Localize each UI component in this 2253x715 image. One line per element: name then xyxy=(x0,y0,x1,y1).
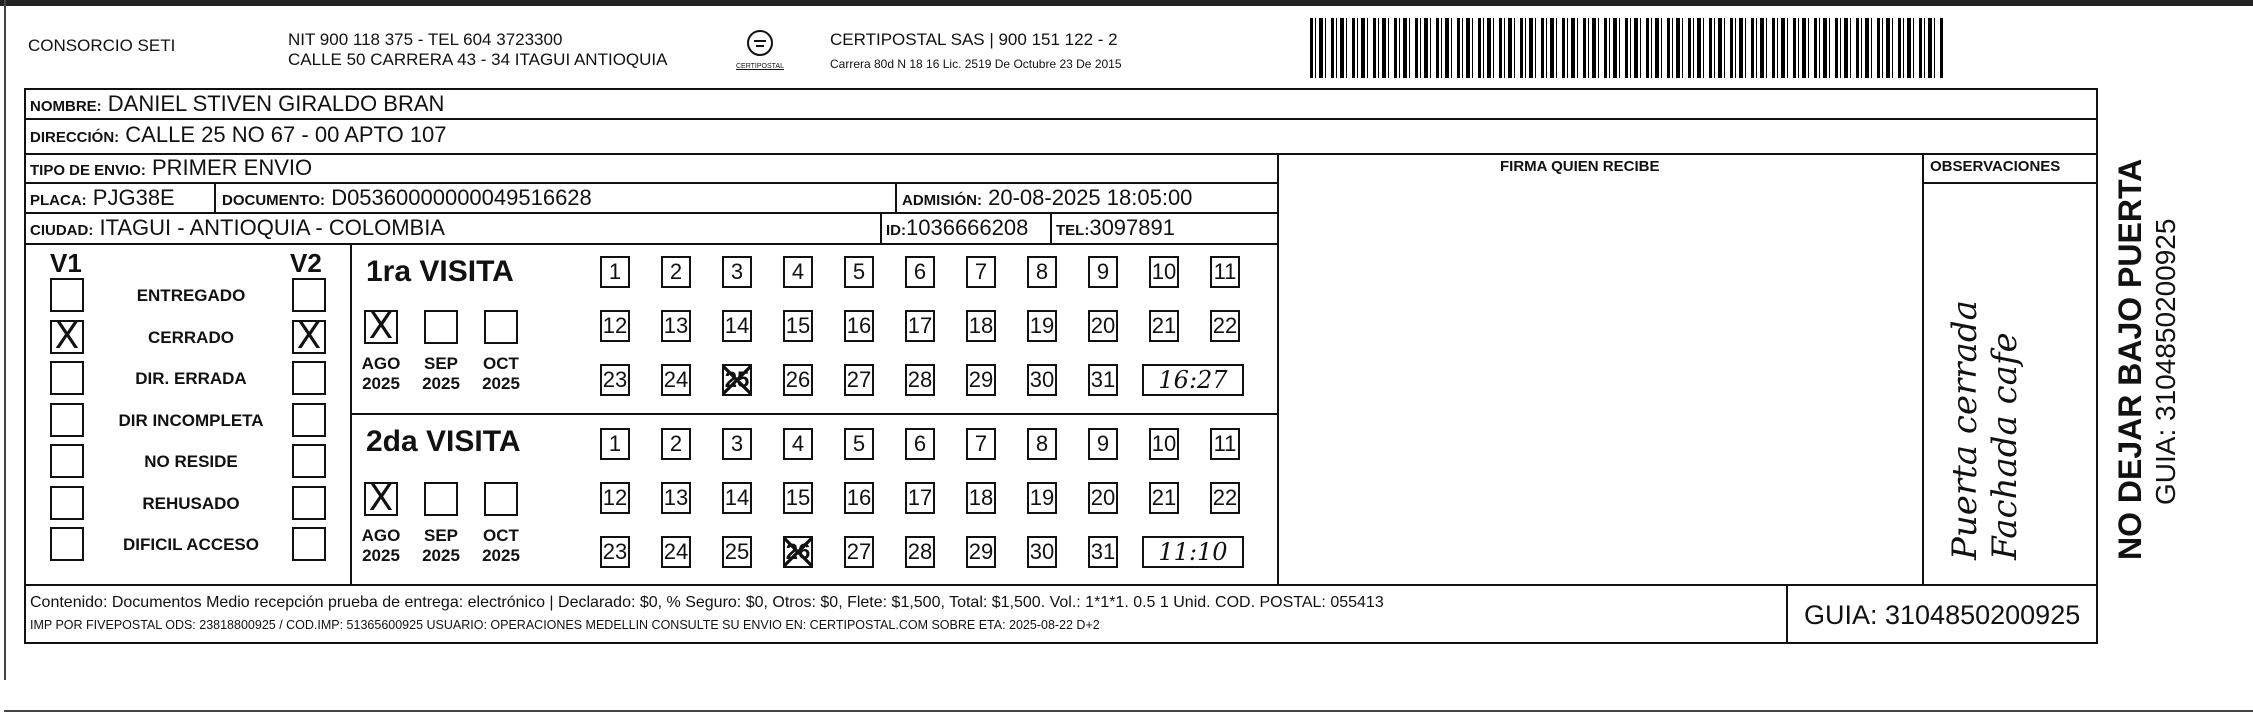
day-box-9: 9 xyxy=(1088,256,1118,288)
status-label-2: DIR. ERRADA xyxy=(135,369,247,388)
day-box-20: 20 xyxy=(1088,310,1118,342)
bottom-border xyxy=(4,710,2253,712)
v2-checkbox xyxy=(292,361,326,395)
day-box-26: 26 xyxy=(783,364,813,396)
placa-row: PLACA: PJG38E xyxy=(30,185,175,210)
day-box-28: 28 xyxy=(905,536,935,568)
visit-time: 16:27 xyxy=(1142,364,1244,396)
footer-contenido: Contenido: Documentos Medio recepción prueba de entrega: electrónico | Declarado: $0, % Seguro: $0, Otros: $0, Flete: $1,500, Total: $1,500. Vol.: 1*1*1. 0.5 1 Unid. COD. POSTAL: 055413 xyxy=(30,594,1384,611)
v2-header: V2 xyxy=(290,248,322,278)
side-guia: GUIA: 3104850200925 xyxy=(2150,218,2181,505)
nombre-row: NOMBRE: DANIEL STIVEN GIRALDO BRAN xyxy=(30,91,445,116)
day-box-3: 3 xyxy=(722,428,752,460)
day-box-11: 11 xyxy=(1210,428,1240,460)
obs-handwritten: Puerta cerrada Fachada cafe xyxy=(1945,300,2025,560)
tipo-row: TIPO DE ENVIO: PRIMER ENVIO xyxy=(30,155,313,180)
day-box-16: 16 xyxy=(844,482,874,514)
nombre-value: DANIEL STIVEN GIRALDO BRAN xyxy=(107,91,445,116)
day-box-31: 31 xyxy=(1088,536,1118,568)
day-box-13: 13 xyxy=(661,310,691,342)
direccion-row: DIRECCIÓN: CALLE 25 NO 67 - 00 APTO 107 xyxy=(30,122,447,147)
v2-checkbox xyxy=(292,444,326,478)
day-box-6: 6 xyxy=(905,256,935,288)
month-checkbox-AGO: X xyxy=(364,482,398,516)
day-box-8: 8 xyxy=(1027,428,1057,460)
day-box-4: 4 xyxy=(783,428,813,460)
documento-row: DOCUMENTO: D05360000000049516628 xyxy=(222,185,592,210)
month-label: OCT xyxy=(483,354,519,373)
day-box-1: 1 xyxy=(600,256,630,288)
left-border xyxy=(4,0,6,680)
courier-line1: CERTIPOSTAL SAS | 900 151 122 - 2 xyxy=(830,30,1118,49)
top-border xyxy=(0,0,2253,6)
day-box-7: 7 xyxy=(966,428,996,460)
v1-checkbox: X xyxy=(50,320,84,354)
barcode xyxy=(1310,18,1945,78)
year-label: 2025 xyxy=(422,546,460,565)
courier-line2: Carrera 80d N 18 16 Lic. 2519 De Octubre 23 De 2015 xyxy=(830,57,1122,71)
day-box-1: 1 xyxy=(600,428,630,460)
tel-row: TEL:3097891 xyxy=(1056,215,1175,240)
day-box-27: 27 xyxy=(844,536,874,568)
v2-checkbox xyxy=(292,486,326,520)
status-label-5: REHUSADO xyxy=(142,493,240,513)
day-box-19: 19 xyxy=(1027,482,1057,514)
day-box-3: 3 xyxy=(722,256,752,288)
day-box-14: 14 xyxy=(722,310,752,342)
v2-checkbox: X xyxy=(292,320,326,354)
visit1-title: 1ra VISITA xyxy=(366,255,514,288)
day-box-24: 24 xyxy=(661,364,691,396)
logo-icon xyxy=(745,28,775,58)
placa-value: PJG38E xyxy=(92,185,175,210)
company-name: CONSORCIO SETI xyxy=(28,36,176,55)
firma-header: FIRMA QUIEN RECIBE xyxy=(1500,158,1660,175)
nit-line: NIT 900 118 375 - TEL 604 3723300 xyxy=(288,30,563,49)
day-box-29: 29 xyxy=(966,536,996,568)
status-label-3: DIR INCOMPLETA xyxy=(118,410,264,430)
ciudad-row: CIUDAD: ITAGUI - ANTIOQUIA - COLOMBIA xyxy=(30,215,445,240)
id-value: 1036666208 xyxy=(906,215,1029,240)
observaciones-header: OBSERVACIONES xyxy=(1930,158,2061,175)
day-box-30: 30 xyxy=(1027,364,1057,396)
day-box-24: 24 xyxy=(661,536,691,568)
day-box-10: 10 xyxy=(1149,428,1179,460)
day-box-20: 20 xyxy=(1088,482,1118,514)
year-label: 2025 xyxy=(482,546,520,565)
v2-checkbox xyxy=(292,278,326,312)
status-label-0: ENTREGADO xyxy=(136,286,246,305)
day-box-2: 2 xyxy=(661,256,691,288)
day-box-17: 17 xyxy=(905,310,935,342)
day-box-30: 30 xyxy=(1027,536,1057,568)
day-box-29: 29 xyxy=(966,364,996,396)
day-box-5: 5 xyxy=(844,428,874,460)
day-box-15: 15 xyxy=(783,310,813,342)
visit2-title: 2da VISITA xyxy=(366,425,521,458)
month-label: SEP xyxy=(423,526,459,545)
day-box-5: 5 xyxy=(844,256,874,288)
v1-header: V1 xyxy=(50,248,82,278)
guide-table xyxy=(24,88,2098,644)
v2-checkbox xyxy=(292,403,326,437)
footer-guia: GUIA: 3104850200925 xyxy=(1804,600,2081,630)
year-label: 2025 xyxy=(482,374,520,393)
tel-value: 3097891 xyxy=(1089,215,1175,240)
day-box-26: 26 xyxy=(783,536,813,568)
day-box-8: 8 xyxy=(1027,256,1057,288)
certipostal-logo: CERTIPOSTAL xyxy=(728,28,792,78)
day-box-17: 17 xyxy=(905,482,935,514)
ciudad-value: ITAGUI - ANTIOQUIA - COLOMBIA xyxy=(99,215,445,240)
admision-value: 20-08-2025 18:05:00 xyxy=(988,185,1193,210)
month-label: OCT xyxy=(483,526,519,545)
month-checkbox-SEP xyxy=(424,310,458,344)
visit-time: 11:10 xyxy=(1142,536,1244,568)
day-box-28: 28 xyxy=(905,364,935,396)
day-box-2: 2 xyxy=(661,428,691,460)
day-box-27: 27 xyxy=(844,364,874,396)
month-checkbox-OCT xyxy=(484,310,518,344)
month-checkbox-AGO: X xyxy=(364,310,398,344)
id-row: ID:1036666208 xyxy=(886,215,1029,240)
day-box-21: 21 xyxy=(1149,482,1179,514)
day-box-6: 6 xyxy=(905,428,935,460)
day-box-14: 14 xyxy=(722,482,752,514)
footer-imp: IMP POR FIVEPOSTAL ODS: 23818800925 / COD.IMP: 51365600925 USUARIO: OPERACIONES MEDELLIN CONSULTE SU ENVIO EN: CERTIPOSTAL.COM SOBRE ETA: 2025-08-22 D+2 xyxy=(30,618,1100,632)
day-box-25: 25 xyxy=(722,364,752,396)
day-box-19: 19 xyxy=(1027,310,1057,342)
status-label-1: CERRADO xyxy=(148,327,234,347)
day-box-11: 11 xyxy=(1210,256,1240,288)
day-box-22: 22 xyxy=(1210,310,1240,342)
day-box-31: 31 xyxy=(1088,364,1118,396)
address-line: CALLE 50 CARRERA 43 - 34 ITAGUI ANTIOQUIA xyxy=(288,50,668,69)
day-box-15: 15 xyxy=(783,482,813,514)
documento-value: D05360000000049516628 xyxy=(331,185,592,210)
day-box-18: 18 xyxy=(966,482,996,514)
month-label: AGO xyxy=(361,526,401,545)
day-box-18: 18 xyxy=(966,310,996,342)
status-label-4: NO RESIDE xyxy=(144,452,238,471)
month-label: SEP xyxy=(423,354,459,373)
month-checkbox-SEP xyxy=(424,482,458,516)
admision-row: ADMISIÓN: 20-08-2025 18:05:00 xyxy=(902,185,1193,210)
direccion-value: CALLE 25 NO 67 - 00 APTO 107 xyxy=(125,122,447,147)
day-box-7: 7 xyxy=(966,256,996,288)
day-box-22: 22 xyxy=(1210,482,1240,514)
month-label: AGO xyxy=(361,354,401,373)
v2-checkbox xyxy=(292,527,326,561)
day-box-23: 23 xyxy=(600,364,630,396)
tipo-value: PRIMER ENVIO xyxy=(151,155,313,180)
year-label: 2025 xyxy=(362,374,400,393)
year-label: 2025 xyxy=(422,374,460,393)
day-box-12: 12 xyxy=(600,310,630,342)
year-label: 2025 xyxy=(362,546,400,565)
day-box-4: 4 xyxy=(783,256,813,288)
side-warning: NO DEJAR BAJO PUERTA xyxy=(2112,158,2148,560)
month-checkbox-OCT xyxy=(484,482,518,516)
day-box-10: 10 xyxy=(1149,256,1179,288)
day-box-13: 13 xyxy=(661,482,691,514)
status-label-6: DIFICIL ACCESO xyxy=(122,535,259,554)
day-box-16: 16 xyxy=(844,310,874,342)
day-box-9: 9 xyxy=(1088,428,1118,460)
day-box-21: 21 xyxy=(1149,310,1179,342)
day-box-23: 23 xyxy=(600,536,630,568)
day-box-12: 12 xyxy=(600,482,630,514)
day-box-25: 25 xyxy=(722,536,752,568)
